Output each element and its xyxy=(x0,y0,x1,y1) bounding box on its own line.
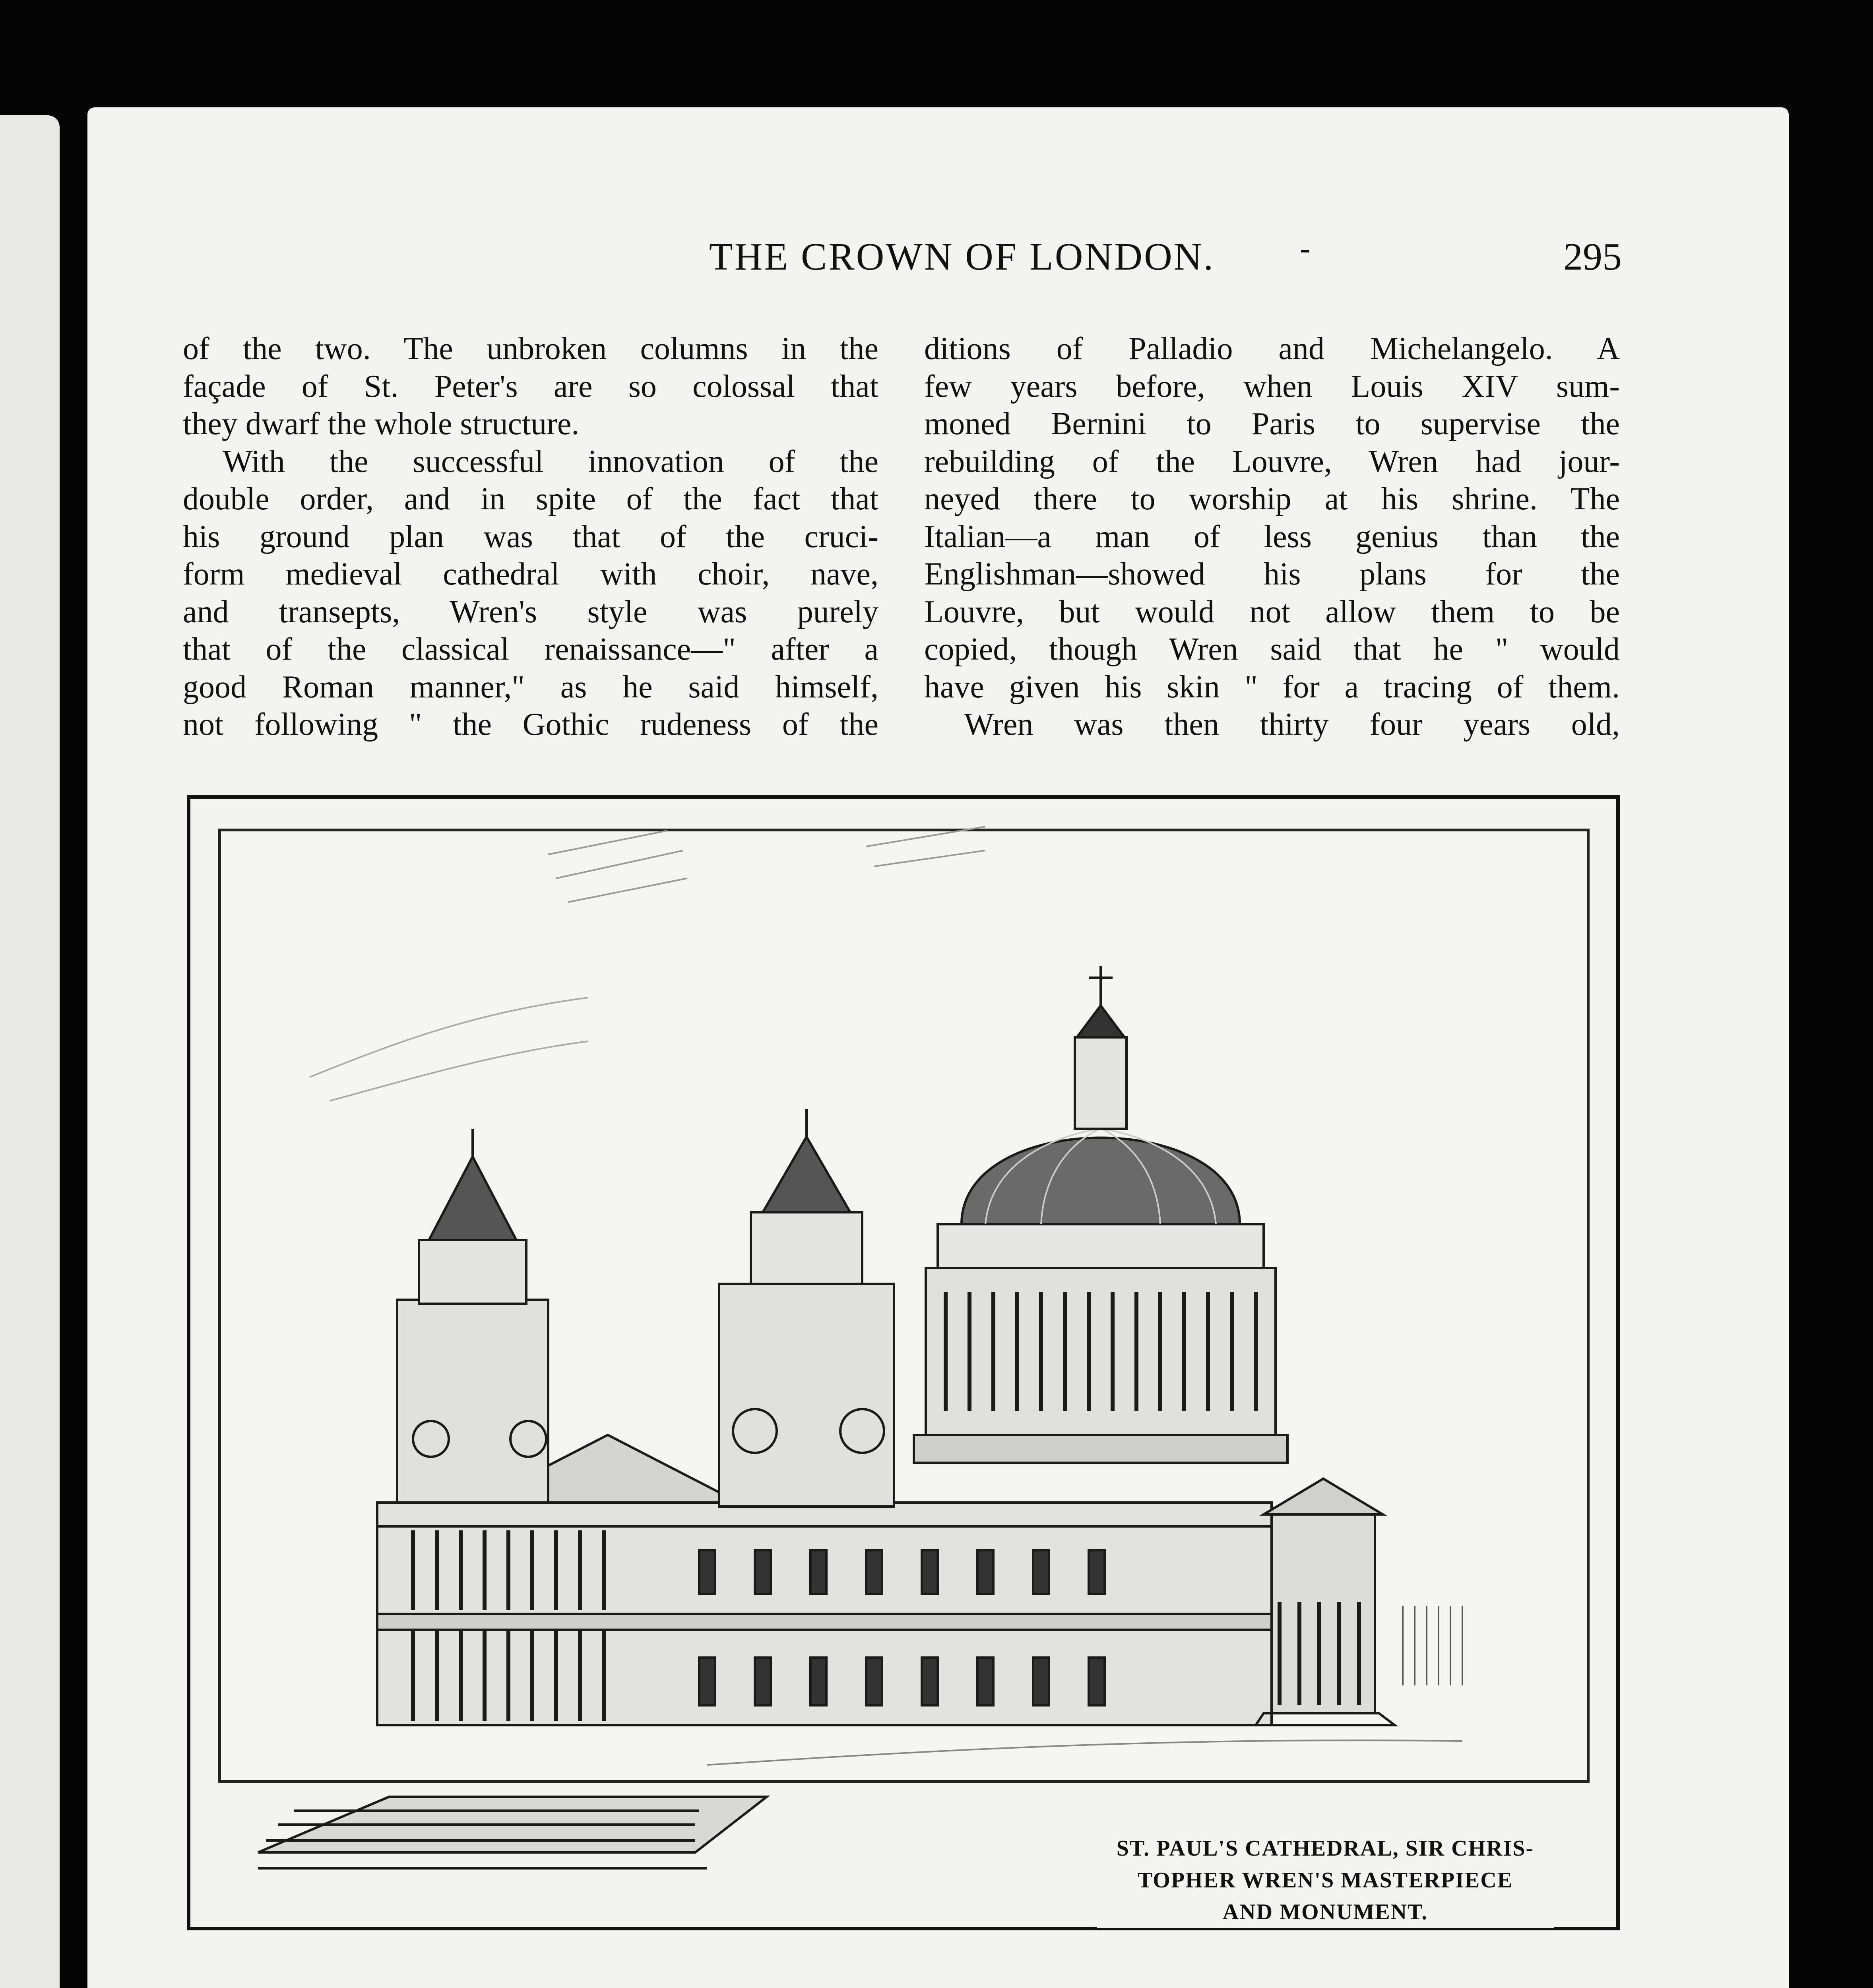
text-line: With the successful innovation of the xyxy=(223,444,878,479)
running-title: THE CROWN OF LONDON. xyxy=(709,235,1215,278)
text-line: that of the classical renaissance—" after a xyxy=(183,632,878,667)
text-line: form medieval cathedral with choir, nave, xyxy=(183,557,878,592)
caption-line: TOPHER WREN'S MASTERPIECE xyxy=(1137,1868,1513,1893)
top-right-column xyxy=(924,330,1620,744)
previous-page-edge xyxy=(0,115,60,1988)
text-line: rebuilding of the Louvre, Wren had jour- xyxy=(924,444,1620,479)
text-line: copied, though Wren said that he " would xyxy=(924,632,1620,667)
caption-line: ST. PAUL'S CATHEDRAL, SIR CHRIS- xyxy=(1116,1836,1534,1861)
text-line: few years before, when Louis XIV sum- xyxy=(924,369,1620,404)
text-line: double order, and in spite of the fact that xyxy=(183,481,878,516)
text-line: of the two. The unbroken columns in the xyxy=(183,331,878,366)
text-line: Italian—a man of less genius than the xyxy=(924,519,1620,554)
caption-line: AND MONUMENT. xyxy=(1222,1900,1428,1924)
text-line: façade of St. Peter's are so colossal that xyxy=(183,369,878,404)
page-number: 295 xyxy=(1563,235,1622,278)
text-line: good Roman manner," as he said himself, xyxy=(183,669,878,705)
top-left-column xyxy=(183,330,878,744)
text-line: Louvre, but would not allow them to be xyxy=(924,594,1620,629)
header-dash: - xyxy=(1300,231,1311,266)
page-header xyxy=(87,231,1789,294)
text-line: moned Bernini to Paris to supervise the xyxy=(924,406,1620,441)
text-line: not following " the Gothic rudeness of the xyxy=(183,707,878,742)
text-line: Englishman—showed his plans for the xyxy=(924,557,1620,592)
cathedral-illustration xyxy=(187,795,1620,1930)
text-line: Wren was then thirty four years old, xyxy=(964,707,1620,742)
text-line: and transepts, Wren's style was purely xyxy=(183,594,878,629)
text-line: neyed there to worship at his shrine. The xyxy=(924,481,1620,516)
text-line: ditions of Palladio and Michelangelo. A xyxy=(924,331,1620,366)
text-line: have given his skin " for a tracing of them. xyxy=(924,669,1620,705)
st-pauls-cathedral-drawing xyxy=(190,799,1616,1927)
text-line: they dwarf the whole structure. xyxy=(183,406,580,441)
figure-caption xyxy=(1097,1833,1554,1928)
text-line: his ground plan was that of the cruci- xyxy=(183,519,878,554)
book-page xyxy=(87,107,1789,1988)
